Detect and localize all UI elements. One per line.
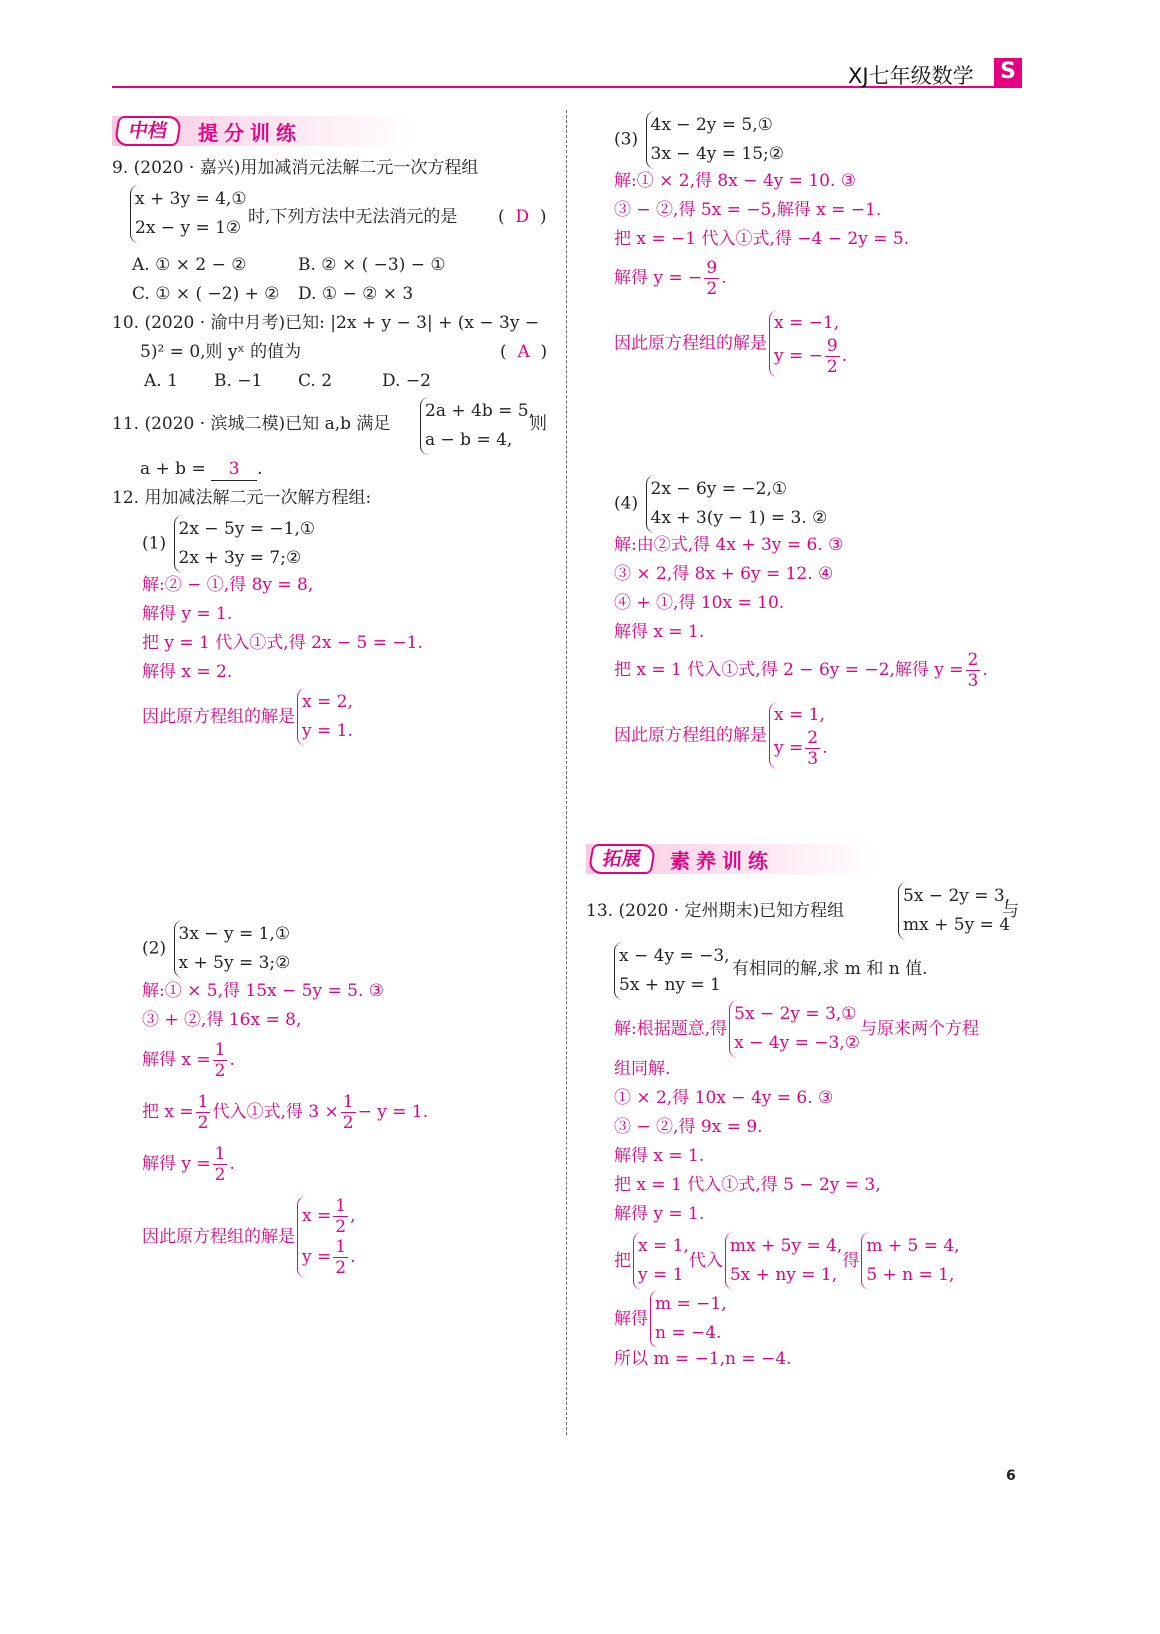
solution-step: 把 y = 1 代入①式,得 2x − 5 = −1. — [142, 633, 423, 653]
solution-step: 组同解. — [614, 1059, 671, 1079]
option-c: C. ① × ( −2) + ② — [132, 284, 280, 304]
option-d: D. −2 — [382, 371, 431, 391]
equation: x + 3y = 4,① — [135, 189, 247, 209]
q9-stem: 9. (2020 · 嘉兴)用加减消元法解二元一次方程组 — [112, 158, 479, 178]
column-divider — [566, 110, 567, 1435]
solution-conclusion: 因此原方程组的解是x = 2, y = 1. — [142, 688, 353, 746]
q13-tail: 与 — [1002, 901, 1019, 921]
option-d: D. ① − ② × 3 — [298, 284, 414, 304]
option-b: B. ② × ( −3) − ① — [298, 255, 446, 275]
solution-conclusion: 因此原方程组的解是x = $\frac{1}{2}$ , y = $\frac{1}{2}$ . — [142, 1196, 356, 1278]
solution-step: 解得 x = 1. — [614, 622, 705, 642]
solution-step: 解得 x = 1. — [614, 1146, 705, 1166]
solution-step: ④ + ①,得 10x = 10. — [614, 593, 785, 613]
q12-stem: 12. 用加减法解二元一次解方程组: — [112, 488, 372, 508]
q10-stem-2: 5)² = 0,则 yˣ 的值为 — [140, 342, 302, 362]
q13-system: 5x − 2y = 3, mx + 5y = 4 — [896, 882, 1010, 940]
solution-step: 解:① × 2,得 8x − 4y = 10. ③ — [614, 171, 857, 191]
solution-step: ③ − ②,得 9x = 9. — [614, 1117, 763, 1137]
q11-tail: 则 — [530, 414, 547, 434]
answer: D — [515, 207, 530, 227]
answer: A — [517, 342, 530, 362]
q12-part2-system: (2) 3x − y = 1,① x + 5y = 3;② — [142, 920, 290, 978]
solution-step: ③ × 2,得 8x + 6y = 12. ④ — [614, 564, 834, 584]
q13-tail: 有相同的解,求 m 和 n 值. — [732, 959, 928, 979]
option-c: C. 2 — [298, 371, 333, 391]
solution-step: 把 x = 1 代入①式,得 2 − 6y = −2,解得 y = $\frac{2}{3}$ . — [614, 650, 988, 691]
solution-step: 把 x = $\frac{1}{2}$ 代入①式,得 3 × $\frac{1}{2}$ − y = 1. — [142, 1092, 429, 1133]
header-title: XJ七年级数学 — [848, 64, 974, 88]
equation: 2x − y = 1② — [135, 218, 242, 238]
q13-system: x − 4y = −3, 5x + ny = 1 — [612, 942, 730, 1000]
q12-part4-system: (4) 2x − 6y = −2,① 4x + 3(y − 1) = 3. ② — [614, 475, 827, 533]
solution-step: ③ + ②,得 16x = 8, — [142, 1010, 302, 1030]
q13-stem: 13. (2020 · 定州期末)已知方程组 — [586, 901, 845, 921]
solution-step: ① × 2,得 10x − 4y = 6. ③ — [614, 1088, 834, 1108]
section-title: 素养训练 — [670, 849, 774, 873]
solution-step: 解得 y = 1. — [614, 1204, 705, 1224]
q10-stem: 10. (2020 · 渝中月考)已知: |2x + y − 3| + (x − 3y − — [112, 313, 540, 333]
q11-system: 2a + 4b = 5, a − b = 4, — [418, 397, 534, 455]
solution-step: 解:根据题意,得5x − 2y = 3,① x − 4y = −3,②与原来两个方程 — [614, 1000, 979, 1058]
section-badge: 拓展 — [587, 844, 656, 874]
answer: 3 — [211, 458, 257, 481]
solution-step: 解:② − ①,得 8y = 8, — [142, 575, 314, 595]
q11-stem: 11. (2020 · 滨城二模)已知 a,b 满足 — [112, 414, 391, 434]
solution-step: 把x = 1, y = 1代入mx + 5y = 4, 5x + ny = 1,得m + 5 = 4, 5 + n = 1, — [614, 1232, 960, 1290]
solution-step: ③ − ②,得 5x = −5,解得 x = −1. — [614, 200, 882, 220]
q12-part1-system: (1) 2x − 5y = −1,① 2x + 3y = 7;② — [142, 515, 315, 573]
option-b: B. −1 — [214, 371, 263, 391]
solution-step: 解得 y = $\frac{1}{2}$ . — [142, 1144, 235, 1185]
solution-step: 解:由②式,得 4x + 3y = 6. ③ — [614, 535, 844, 555]
q10-answer-paren: ( A ) — [500, 342, 548, 362]
q9-answer-paren: ( D ) — [498, 207, 547, 227]
solution-step: 所以 m = −1,n = −4. — [614, 1349, 792, 1369]
solution-step: 解得m = −1, n = −4. — [614, 1290, 727, 1348]
solution-step: 把 x = 1 代入①式,得 5 − 2y = 3, — [614, 1175, 881, 1195]
solution-conclusion: 因此原方程组的解是x = −1, y = − $\frac{9}{2}$ . — [614, 310, 847, 377]
option-a: A. 1 — [144, 371, 178, 391]
section-badge: 中档 — [113, 116, 182, 146]
solution-step: 把 x = −1 代入①式,得 −4 − 2y = 5. — [614, 229, 910, 249]
solution-step: 解得 x = 2. — [142, 662, 233, 682]
q9-system — [128, 185, 247, 243]
equation-system — [130, 185, 247, 243]
solution-step: 解:① × 5,得 15x − 5y = 5. ③ — [142, 981, 385, 1001]
q9-tail: 时,下列方法中无法消元的是 — [248, 207, 458, 227]
solution-step: 解得 y = − $\frac{9}{2}$ . — [614, 258, 727, 299]
page-number: 6 — [1006, 1468, 1016, 1484]
header-logo: S — [994, 58, 1022, 86]
solution-step: 解得 x = $\frac{1}{2}$ . — [142, 1040, 235, 1081]
option-a: A. ① × 2 − ② — [132, 255, 247, 275]
solution-step: 解得 y = 1. — [142, 604, 233, 624]
q12-part3-system: (3) 4x − 2y = 5,① 3x − 4y = 15;② — [614, 111, 784, 169]
q11-blank: a + b = 3 . — [140, 459, 263, 479]
section-title: 提分训练 — [198, 121, 302, 145]
solution-conclusion: 因此原方程组的解是x = 1, y = $\frac{2}{3}$ . — [614, 702, 828, 769]
